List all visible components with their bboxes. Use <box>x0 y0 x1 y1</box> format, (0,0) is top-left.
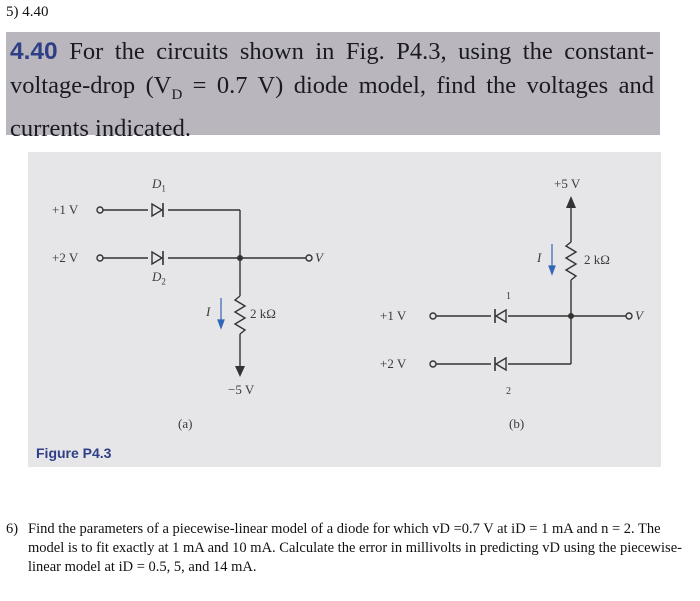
label-a-supply: −5 V <box>228 382 255 397</box>
question-number: 5) <box>6 4 19 20</box>
figure-panel <box>28 152 661 467</box>
resistor-b <box>566 242 576 280</box>
diode-a1 <box>152 203 163 217</box>
label-diode2: D <box>152 269 162 284</box>
figure-caption: Figure P4.3 <box>36 445 112 461</box>
label-a-input1: +1 V <box>52 202 79 217</box>
label-b-resistor: 2 kΩ <box>584 252 610 267</box>
problem-number: 4.40 <box>10 38 58 65</box>
terminal-a-input1 <box>97 207 103 213</box>
label-a-output: V <box>315 250 323 265</box>
junction-a <box>237 255 243 261</box>
terminal-a-output <box>306 255 312 261</box>
answer-reference: 4.40 <box>22 4 49 20</box>
label-diode1-sub: 1 <box>161 183 166 194</box>
terminal-b-input2 <box>430 361 436 367</box>
arrow-down-icon <box>235 366 245 377</box>
question-6-text: Find the parameters of a piecewise-linear model of a diode for which vD =0.7 V at iD = 1 mA and n = 2. The model is to fit exactly at 1 mA and 10 mA. Calculate the error in millivolts in predicting vD using the piecewise-linear model at iD = 0.5, 5, and 14 mA. <box>28 521 682 575</box>
diode-b1 <box>495 309 506 323</box>
diode-a2 <box>152 251 163 265</box>
circuit-diagram <box>28 152 661 467</box>
problem-banner <box>6 32 660 142</box>
question-header <box>6 4 49 21</box>
label-b-output: V <box>635 308 643 323</box>
label-b-tag: (b) <box>509 416 525 431</box>
label-a-resistor: 2 kΩ <box>250 306 276 321</box>
resistor-a <box>235 296 245 334</box>
problem-text-part1: For the circuits shown in Fig. P4.3, using the constant-voltage-drop (V <box>10 38 655 99</box>
current-arrow-a-icon <box>218 298 224 328</box>
label-diode1: D <box>152 176 162 191</box>
arrow-up-icon <box>566 196 576 208</box>
question-6-number: 6) <box>6 521 19 537</box>
question-6 <box>6 520 692 577</box>
label-a-current: I <box>206 304 211 319</box>
label-a-tag: (a) <box>178 416 193 431</box>
label-b-current: I <box>537 250 542 265</box>
label-b-supply: +5 V <box>554 176 581 191</box>
vd-subscript: D <box>171 86 183 103</box>
junction-b <box>568 313 574 319</box>
diode-b2 <box>495 357 506 371</box>
label-diode2-sub: 2 <box>161 276 166 287</box>
current-arrow-b-icon <box>549 244 555 274</box>
label-b-input2: +2 V <box>380 356 407 371</box>
terminal-b-output <box>626 313 632 319</box>
terminal-a-input2 <box>97 255 103 261</box>
terminal-b-input1 <box>430 313 436 319</box>
label-b-input1: +1 V <box>380 308 407 323</box>
label-b-diode1: 1 <box>506 291 511 302</box>
problem-text-part2: = 0.7 V) diode model, find the voltages and currents indicated. <box>10 72 654 142</box>
label-b-diode2: 2 <box>506 386 511 397</box>
problem-statement <box>10 35 654 146</box>
label-a-input2: +2 V <box>52 250 79 265</box>
